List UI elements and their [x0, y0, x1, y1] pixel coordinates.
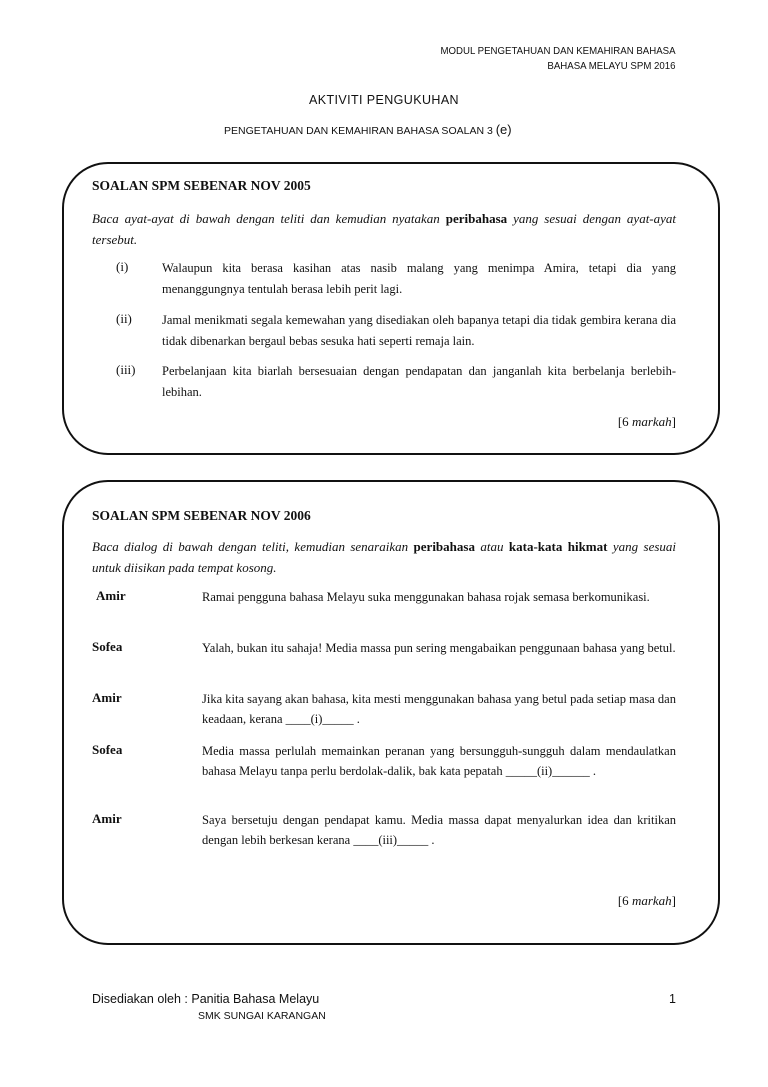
- instruction-bold: peribahasa: [413, 539, 475, 554]
- section-instruction-2006: [92, 536, 676, 578]
- section-title-2005: SOALAN SPM SEBENAR NOV 2005: [92, 178, 311, 193]
- question-item: Perbelanjaan kita biarlah bersesuaian dengan pendapatan dan janganlah kita berbelanja berlebih-lebihan.: [162, 364, 676, 399]
- instruction-bold: peribahasa: [445, 211, 508, 226]
- marks-open: [6: [617, 893, 629, 908]
- instruction-bold: kata-kata hikmat: [508, 539, 608, 554]
- instruction-text: Baca dialog di bawah dengan teliti, kemudian senaraikan: [92, 539, 409, 554]
- page-subtitle: [224, 122, 512, 137]
- subtitle-text: PENGETAHUAN DAN KEMAHIRAN BAHASA SOALAN 3: [224, 125, 493, 137]
- marks-label-2006: [618, 893, 676, 909]
- footer-prepared-by: Disediakan oleh : Panitia Bahasa Melayu: [92, 992, 320, 1006]
- marks-word: markah: [631, 893, 672, 908]
- header-line-1: MODUL PENGETAHUAN DAN KEMAHIRAN BAHASA: [440, 45, 676, 57]
- item-number: (ii): [116, 311, 132, 326]
- page-title: AKTIVITI PENGUKUHAN: [309, 93, 459, 107]
- dialog-line: Media massa perlulah memainkan peranan yang bersungguh-sungguh dalam mendaulatkan bahasa Melayu tanpa perlu berdolak-dalik, bak kata pepatah _____(ii)______ .: [202, 744, 676, 778]
- dialog-speaker: Amir: [92, 690, 122, 705]
- dialog-line: Yalah, bukan itu sahaja! Media massa pun sering mengabaikan penggunaan bahasa yang betul.: [202, 641, 676, 655]
- header-line-2: BAHASA MELAYU SPM 2016: [547, 60, 676, 72]
- module-header: [441, 44, 676, 74]
- instruction-text: Baca ayat-ayat di bawah dengan teliti dan kemudian nyatakan: [92, 211, 440, 226]
- instruction-text: atau: [480, 539, 504, 554]
- instruction-text: yang sesuai dengan ayat-ayat tersebut.: [92, 211, 677, 247]
- dialog-speaker: Amir: [96, 588, 126, 603]
- question-item: Walaupun kita berasa kasihan atas nasib malang yang menimpa Amira, tetapi dia yang menanggungnya tentulah berasa lebih perit lagi.: [162, 261, 676, 296]
- dialog-speaker: Amir: [92, 811, 122, 826]
- subtitle-suffix: (e): [495, 122, 512, 137]
- section-title-2006: SOALAN SPM SEBENAR NOV 2006: [92, 508, 311, 523]
- footer-school: SMK SUNGAI KARANGAN: [198, 1010, 326, 1022]
- marks-label-2005: [618, 414, 676, 430]
- question-box-2005: [62, 162, 720, 455]
- dialog-speaker: Sofea: [92, 742, 123, 757]
- marks-open: [6: [617, 414, 629, 429]
- question-item: Jamal menikmati segala kemewahan yang disediakan oleh bapanya tetapi dia tidak gembira kerana dia tidak dibenarkan bergaul bebas sesuka hati seperti remaja lain.: [162, 313, 676, 348]
- marks-word: markah: [631, 414, 672, 429]
- marks-close: ]: [671, 893, 676, 908]
- item-number: (i): [116, 259, 129, 274]
- item-number: (iii): [116, 362, 136, 377]
- page-number: 1: [669, 992, 676, 1006]
- dialog-line: Ramai pengguna bahasa Melayu suka menggunakan bahasa rojak semasa berkomunikasi.: [202, 590, 650, 604]
- dialog-line: Saya bersetuju dengan pendapat kamu. Media massa dapat menyalurkan idea dan kritikan dengan lebih berkesan kerana ____(iii)_____ .: [202, 813, 676, 847]
- dialog-line: Jika kita sayang akan bahasa, kita mesti menggunakan bahasa yang betul pada setiap masa dan keadaan, kerana ____(i)_____ .: [202, 692, 676, 726]
- dialog-speaker: Sofea: [92, 639, 123, 654]
- instruction-text: yang sesuai untuk diisikan pada tempat kosong.: [92, 539, 677, 575]
- section-instruction-2005: [92, 208, 676, 250]
- marks-close: ]: [671, 414, 676, 429]
